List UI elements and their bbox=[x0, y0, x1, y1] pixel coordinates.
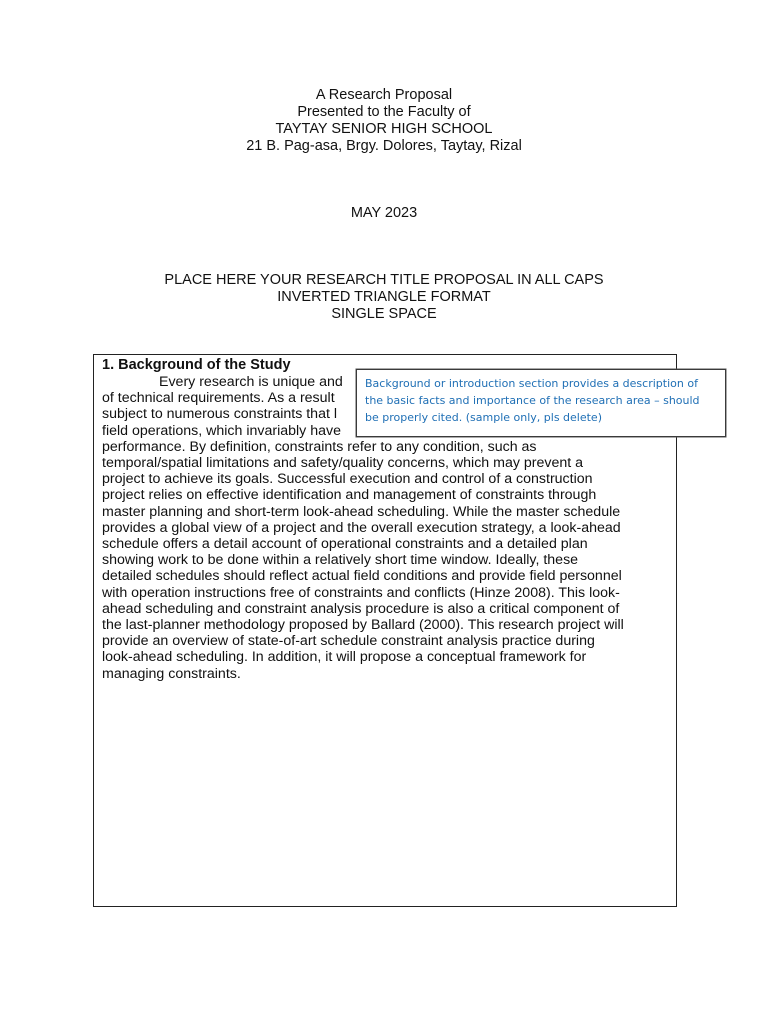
body-line: with operation instructions free of constraints and conflicts (Hinze 2008). This look- bbox=[102, 584, 620, 601]
comment-line: the basic facts and importance of the research area – should bbox=[365, 394, 700, 407]
body-line: temporal/spatial limitations and safety/quality concerns, which may prevent a bbox=[102, 455, 584, 472]
title-line-3: SINGLE SPACE bbox=[331, 306, 437, 322]
body-line: provide an overview of state-of-art schedule constraint analysis practice during bbox=[102, 633, 595, 650]
cover-line-school: TAYTAY SENIOR HIGH SCHOOL bbox=[275, 121, 493, 137]
comment-line: be properly cited. (sample only, pls delete) bbox=[365, 411, 602, 424]
body-line: detailed schedules should reflect actual field conditions and provide field personnel bbox=[102, 568, 622, 585]
annotation-comment-box[interactable] bbox=[356, 369, 726, 437]
section-heading: 1. Background of the Study bbox=[102, 357, 291, 373]
title-line-2: INVERTED TRIANGLE FORMAT bbox=[277, 289, 491, 305]
cover-line-presented: Presented to the Faculty of bbox=[297, 104, 471, 120]
body-line: managing constraints. bbox=[102, 665, 241, 682]
body-line: look-ahead scheduling. In addition, it will propose a conceptual framework for bbox=[102, 649, 587, 666]
body-line: provides a global view of a project and the overall execution strategy, a look-ahead bbox=[102, 519, 621, 536]
comment-line: Background or introduction section provides a description of bbox=[365, 377, 698, 390]
body-line: of technical requirements. As a result bbox=[102, 390, 335, 407]
body-line: project relies on effective identification and management of constraints through bbox=[102, 487, 597, 504]
body-line: subject to numerous constraints that l bbox=[102, 406, 338, 423]
body-line: performance. By definition, constraints refer to any condition, such as bbox=[102, 438, 537, 455]
body-line: project to achieve its goals. Successful execution and control of a construction bbox=[102, 471, 593, 488]
body-line: ahead scheduling and constraint analysis procedure is also a critical component of bbox=[102, 600, 620, 617]
cover-line-proposal: A Research Proposal bbox=[315, 87, 453, 103]
cover-line-address: 21 B. Pag-asa, Brgy. Dolores, Taytay, Rizal bbox=[246, 138, 522, 154]
title-line-1: PLACE HERE YOUR RESEARCH TITLE PROPOSAL IN ALL CAPS bbox=[164, 272, 604, 288]
body-line: showing work to be done within a relatively short time window. Ideally, these bbox=[102, 552, 579, 569]
body-line: schedule offers a detail account of operational constraints and a detailed plan bbox=[102, 536, 588, 553]
body-line: the last-planner methodology proposed by Ballard (2000). This research project will bbox=[102, 617, 624, 634]
body-line: master planning and short-term look-ahead scheduling. While the master schedule bbox=[102, 503, 621, 520]
body-line: field operations, which invariably have bbox=[102, 422, 341, 439]
body-line: Every research is unique and bbox=[159, 374, 343, 390]
cover-date: MAY 2023 bbox=[350, 205, 418, 221]
